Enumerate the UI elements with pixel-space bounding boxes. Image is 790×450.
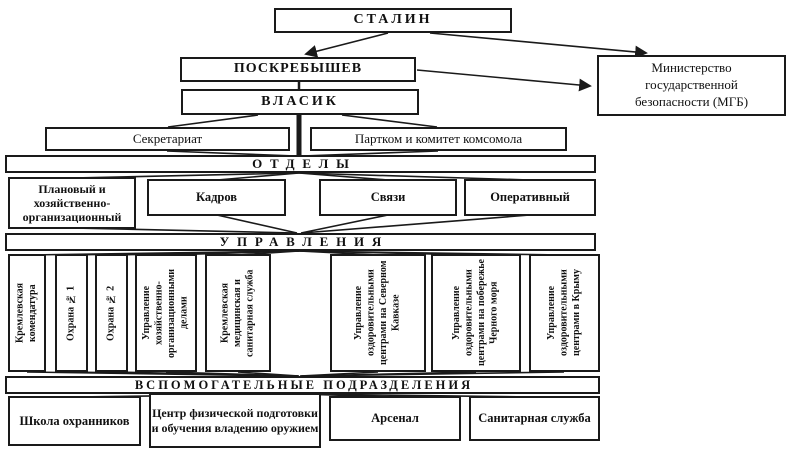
upr-centers-krym: Управление оздоровительными центрами в Крыму: [529, 254, 600, 372]
section-otdely-header: ОТДЕЛЫ: [5, 155, 596, 173]
node-vlasik: ВЛАСИК: [181, 89, 419, 115]
upr-med-san: Кремлевская медицинская и санитарная служба: [205, 254, 271, 372]
aux-arsenal: Арсенал: [329, 396, 461, 441]
section-upravleniya-header: УПРАВЛЕНИЯ: [5, 233, 596, 251]
dept-svyazi: Связи: [319, 179, 457, 216]
node-secretariat: Секретариат: [45, 127, 290, 151]
upr-centers-kavkaz: Управление оздоровительными центрами на Северном Кавказе: [330, 254, 426, 372]
dept-planovy: Плановый и хозяйственно-организационный: [8, 177, 136, 229]
aux-shkola-okhrannikov: Школа охранников: [8, 396, 141, 446]
aux-centr-fizpodgotovki: Центр физической подготовки и обучения владению оружием: [149, 393, 321, 448]
upr-okhrana-1: Охрана № 1: [55, 254, 88, 372]
dept-kadrov: Кадров: [147, 179, 286, 216]
node-poskrebyshev: ПОСКРЕБЫШЕВ: [180, 57, 416, 82]
node-partkom: Партком и комитет комсомола: [310, 127, 567, 151]
upr-okhrana-2: Охрана № 2: [95, 254, 128, 372]
upr-khoz-org: Управление хозяйственно-организационными делами: [135, 254, 197, 372]
upr-centers-chernoe-more: Управление оздоровительными центрами на побережье Черного моря: [431, 254, 521, 372]
dept-operativny: Оперативный: [464, 179, 596, 216]
node-mgb: Министерство государственной безопасности (МГБ): [597, 55, 786, 116]
node-stalin: СТАЛИН: [274, 8, 512, 33]
aux-sanitarnaya-sluzhba: Санитарная служба: [469, 396, 600, 441]
section-vspomogatelnye-header: ВСПОМОГАТЕЛЬНЫЕ ПОДРАЗДЕЛЕНИЯ: [5, 376, 600, 394]
upr-kreml-komendatura: Кремлевская комендатура: [8, 254, 46, 372]
